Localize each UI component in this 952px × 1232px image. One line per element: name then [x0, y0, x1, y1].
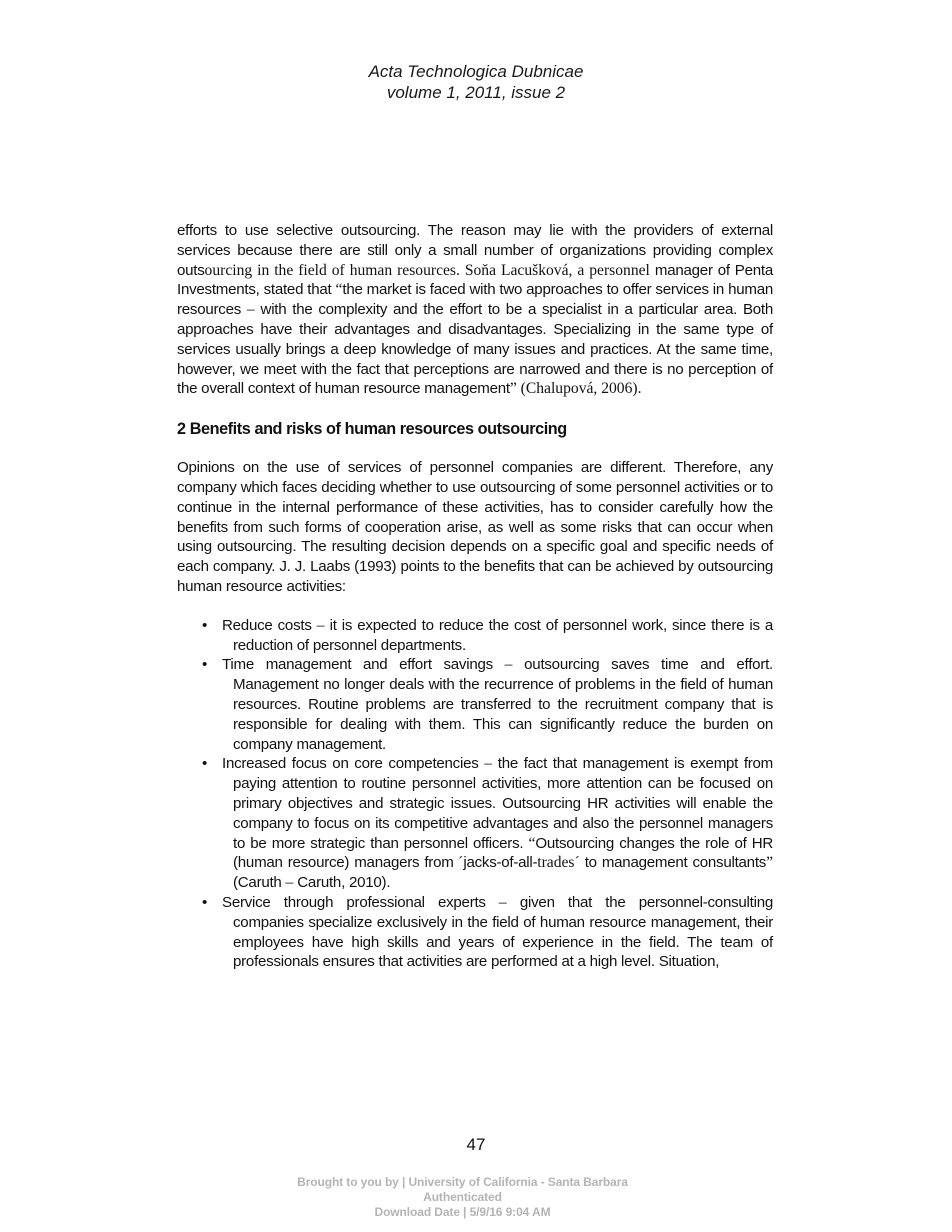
bullet-text: it is expected to reduce the cost of personnel work, since there is a reduction of personnel departments.: [233, 616, 773, 654]
paragraph-text: the market is faced with two approaches to offer services in human resources: [177, 281, 773, 319]
bullet-icon: •: [202, 616, 208, 634]
close-quote: ”: [766, 854, 773, 872]
bullet-term: Reduce costs: [222, 616, 317, 634]
paragraph-text: manager of Penta Investments, stated that: [177, 261, 774, 299]
page-number: 47: [466, 1135, 486, 1154]
journal-volume-issue: volume 1, 2011, issue 2: [386, 83, 566, 102]
paragraph-outsourcing-approaches: [177, 221, 773, 399]
bullet-text: Outsourcing changes the role of HR (human resource) managers from ´jacks-of-all-: [233, 834, 774, 872]
list-item: [177, 616, 773, 656]
download-line: Download Date | 5/9/16 9:04 AM: [374, 1205, 551, 1219]
page-content: [177, 221, 773, 972]
bullet-icon: •: [202, 755, 208, 773]
bullet-term: Increased focus on core competencies: [222, 755, 485, 773]
bullet-text: given that the personnel-consulting companies specialize exclusively in the field of human resource management, their employees have high skills and years of experience in the field. The team of professionals ensures that activities are performed at a high level. Situation,: [233, 893, 773, 971]
list-item: [177, 754, 773, 893]
open-quote: “: [335, 281, 343, 299]
bullet-text: outsourcing saves time and effort. Management no longer deals with the recurrence of problems in the field of human resources. Routine problems are transferred to the recruitment company that is responsible for dealing with them. This can significantly reduce the burden on company management.: [233, 656, 773, 753]
citation: ” (Chalupová, 2006).: [509, 380, 642, 398]
en-dash: –: [498, 893, 507, 911]
journal-title: Acta Technologica Dubnicae: [368, 62, 584, 81]
open-quote: “: [528, 834, 536, 852]
en-dash: –: [285, 874, 294, 892]
en-dash: –: [504, 656, 513, 674]
bullet-text: to management consultants: [579, 854, 767, 872]
section-heading: 2 Benefits and risks of human resources outsourcing: [177, 420, 567, 439]
journal-header: [0, 61, 952, 103]
download-line: Authenticated: [423, 1190, 502, 1204]
paragraph-text-serif: ourcing in the field of human resources. Soňa Lacušková, a personnel: [204, 261, 650, 279]
bullet-text: (Caruth: [233, 874, 286, 892]
bullet-term: Time management and effort savings: [222, 656, 505, 674]
bullet-icon: •: [202, 656, 208, 674]
paragraph-text: with the complexity and the effort to be a specialist in a particular area. Both approaches have their advantages and disadvantages. Specializing in the same type of services usually brings a deep knowledge of many issues and practices. At the same time, however, we meet with the fact that perceptions are narrowed and there is no perception of the overall context of human resource management: [177, 301, 773, 398]
paragraph-text: efforts to use selective outsourcing. The reason may lie with the providers of external services because there are still only a small number of organizations providing complex outs: [177, 222, 773, 279]
bullet-term: Service through professional experts: [222, 893, 499, 911]
list-item: [177, 893, 773, 972]
download-line: Brought to you by | University of California - Santa Barbara: [297, 1175, 628, 1189]
paragraph-opinions: Opinions on the use of services of personnel companies are different. Therefore, any company which faces deciding whether to use outsourcing of some personnel activities or to continue in the internal performance of these activities, has to consider carefully how the benefits from such forms of cooperation arise, as well as some risks that can occur when using outsourcing. The resulting decision depends on a specific goal and specific needs of each company. J. J. Laabs (1993) points to the benefits that can be achieved by outsourcing human resource activities:: [177, 459, 773, 595]
benefits-list: [177, 616, 773, 972]
download-watermark: [0, 1175, 925, 1220]
bullet-icon: •: [202, 893, 208, 911]
en-dash: –: [316, 616, 325, 634]
bullet-text: Caruth, 2010).: [293, 874, 391, 892]
en-dash: –: [484, 755, 493, 773]
list-item: [177, 655, 773, 754]
bullet-text-serif: trades´: [537, 854, 580, 872]
en-dash: –: [246, 301, 255, 319]
bullet-text: the fact that management is exempt from paying attention to routine personnel activities, more attention can be focused on primary objectives and strategic issues. Outsourcing HR activities will enable the company to focus on its competitive advantages and also the personnel managers to be more strategic than personnel officers.: [233, 755, 774, 852]
